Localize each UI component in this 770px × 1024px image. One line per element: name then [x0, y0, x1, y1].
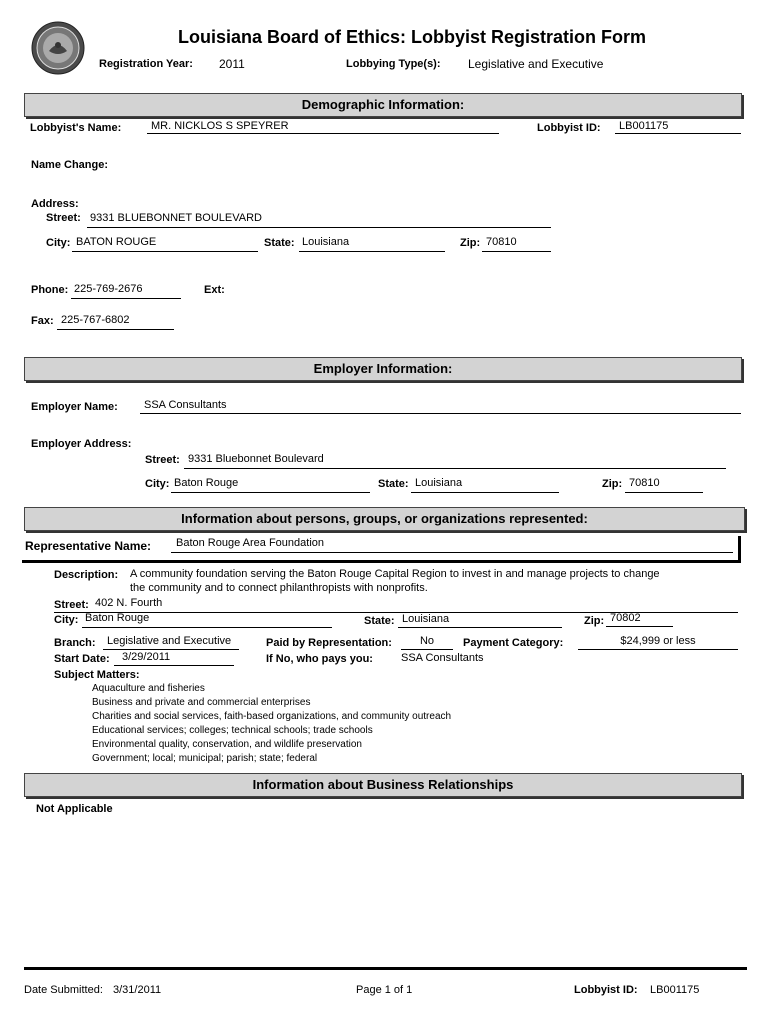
- employer-city-label: City:: [145, 478, 170, 490]
- branch-value: Legislative and Executive: [107, 635, 232, 647]
- payment-category-value: $24,999 or less: [620, 635, 696, 647]
- rep-city-label: City:: [54, 614, 79, 626]
- description-label: Description:: [54, 569, 119, 581]
- phone-value: 225-769-2676: [74, 283, 143, 295]
- employer-zip-value: 70810: [629, 477, 660, 489]
- lobbying-types-value: Legislative and Executive: [468, 57, 604, 71]
- page-number: Page 1 of 1: [356, 984, 413, 996]
- subject-matters-label: Subject Matters:: [54, 669, 140, 681]
- description-line-1: A community foundation serving the Baton Rouge Capital Region to invest in and manage projects to change: [130, 568, 660, 580]
- zip-value: 70810: [486, 236, 517, 248]
- who-pays-value: SSA Consultants: [401, 652, 484, 664]
- phone-label: Phone:: [31, 284, 69, 296]
- state-value: Louisiana: [302, 236, 350, 248]
- paid-by-representation-value: No: [419, 635, 435, 647]
- subject-matter-item: Charities and social services, faith-based organizations, and community outreach: [92, 711, 452, 722]
- subject-matter-item: Educational services; colleges; technical schools; trade schools: [92, 725, 373, 736]
- demographic-heading: Demographic Information:: [24, 93, 742, 117]
- lobbyist-name-label: Lobbyist's Name:: [30, 122, 122, 134]
- zip-label: Zip:: [460, 237, 481, 249]
- ext-label: Ext:: [204, 284, 225, 296]
- city-value: BATON ROUGE: [76, 236, 157, 248]
- represented-heading: Information about persons, groups, or organizations represented:: [24, 507, 745, 531]
- start-date-value: 3/29/2011: [122, 651, 171, 663]
- registration-year-value: 2011: [219, 57, 245, 71]
- lobbyist-id-label: Lobbyist ID:: [537, 122, 601, 134]
- rep-street-value: 402 N. Fourth: [95, 597, 163, 609]
- employer-address-label: Employer Address:: [31, 438, 132, 450]
- lobbyist-name-value: MR. NICKLOS S SPEYRER: [151, 120, 289, 132]
- employer-street-value: 9331 Bluebonnet Boulevard: [188, 453, 324, 465]
- start-date-label: Start Date:: [54, 653, 110, 665]
- rep-state-value: Louisiana: [402, 613, 450, 625]
- rep-zip-label: Zip:: [584, 615, 605, 627]
- employer-state-value: Louisiana: [415, 477, 463, 489]
- business-relationships-value: Not Applicable: [36, 803, 113, 815]
- subject-matter-item: Environmental quality, conservation, and wildlife preservation: [92, 739, 362, 750]
- employer-street-label: Street:: [145, 454, 180, 466]
- fax-label: Fax:: [31, 315, 54, 327]
- street-value: 9331 BLUEBONNET BOULEVARD: [90, 212, 262, 224]
- rep-city-value: Baton Rouge: [85, 612, 150, 624]
- city-label: City:: [46, 237, 71, 249]
- payment-category-label: Payment Category:: [463, 637, 564, 649]
- footer-divider: [24, 967, 747, 970]
- state-seal-icon: [31, 21, 85, 75]
- business-relationships-heading: Information about Business Relationships: [24, 773, 742, 797]
- employer-name-value: SSA Consultants: [144, 399, 227, 411]
- state-label: State:: [264, 237, 295, 249]
- date-submitted-value: 3/31/2011: [113, 984, 162, 996]
- rep-street-label: Street:: [54, 599, 89, 611]
- subject-matter-item: Aquaculture and fisheries: [92, 683, 205, 694]
- representative-name-value: Baton Rouge Area Foundation: [176, 537, 325, 549]
- registration-year-label: Registration Year:: [99, 58, 193, 70]
- lobbying-types-label: Lobbying Type(s):: [346, 58, 441, 70]
- employer-state-label: State:: [378, 478, 409, 490]
- address-label: Address:: [31, 198, 79, 210]
- employer-heading: Employer Information:: [24, 357, 742, 381]
- rep-zip-value: 70802: [610, 612, 641, 624]
- name-change-label: Name Change:: [31, 159, 109, 171]
- subject-matter-item: Government; local; municipal; parish; state; federal: [92, 753, 318, 764]
- paid-by-representation-label: Paid by Representation:: [266, 637, 392, 649]
- footer-lobbyist-id-value: LB001175: [650, 984, 700, 996]
- representative-name-label: Representative Name:: [25, 539, 152, 553]
- employer-name-label: Employer Name:: [31, 401, 118, 413]
- form-title: Louisiana Board of Ethics: Lobbyist Registration Form: [178, 27, 647, 47]
- footer-lobbyist-id-label: Lobbyist ID:: [574, 984, 638, 996]
- employer-zip-label: Zip:: [602, 478, 623, 490]
- rep-state-label: State:: [364, 615, 395, 627]
- description-line-2: the community and to connect philanthropists with nonprofits.: [130, 582, 428, 594]
- employer-city-value: Baton Rouge: [174, 477, 239, 489]
- subject-matter-item: Business and private and commercial enterprises: [92, 697, 311, 708]
- street-label: Street:: [46, 212, 81, 224]
- fax-value: 225-767-6802: [61, 314, 130, 326]
- branch-label: Branch:: [54, 637, 96, 649]
- lobbyist-id-value: LB001175: [619, 120, 669, 132]
- date-submitted-label: Date Submitted:: [24, 984, 103, 996]
- who-pays-label: If No, who pays you:: [266, 653, 373, 665]
